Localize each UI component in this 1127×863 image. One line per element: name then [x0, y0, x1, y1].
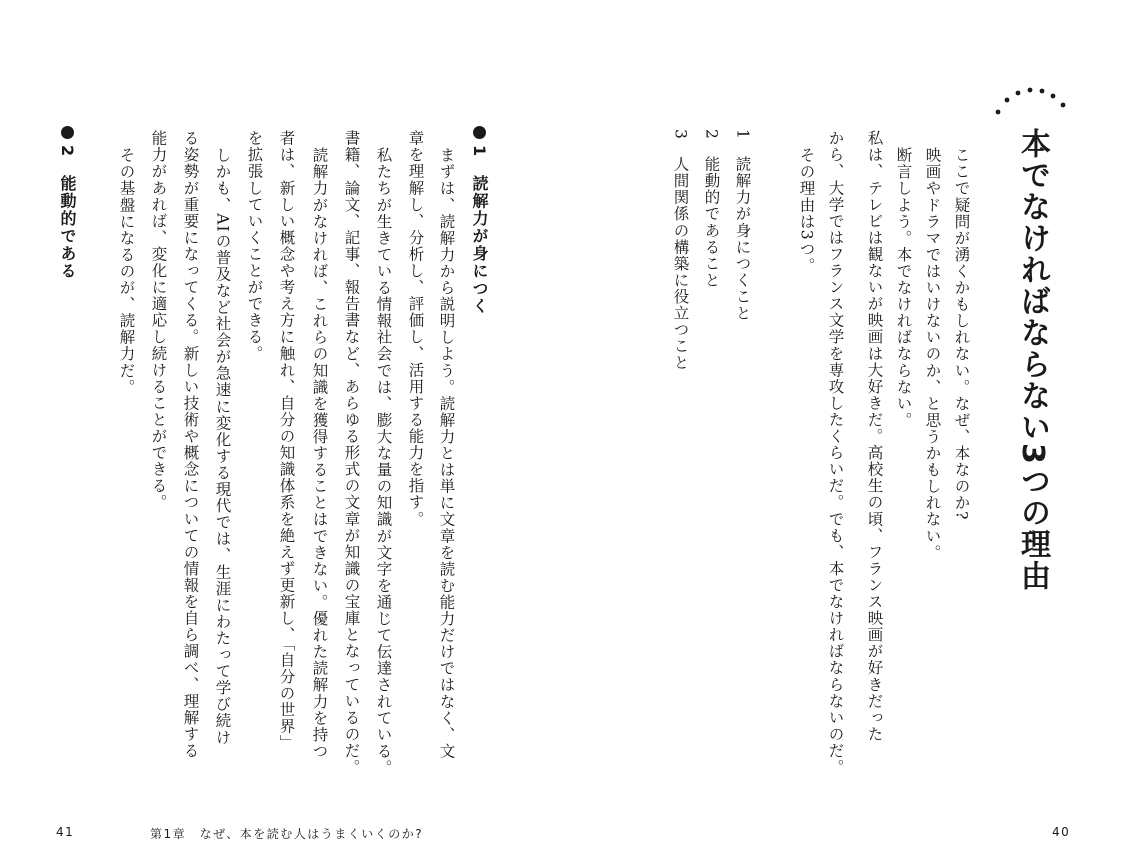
reason-list-item	[703, 129, 719, 288]
section-heading-2: 2 能動的である	[56, 126, 79, 280]
section1-line-1: まずは、読解力から説明しよう。読解力とは単に文章を読む能力だけではなく、文	[437, 147, 456, 760]
reason-number: 1	[733, 129, 752, 140]
reason-number: 2	[702, 129, 721, 140]
section1-line-8: しかも、AIの普及など社会が急速に変化する現代では、生涯にわたって学び続け	[213, 147, 232, 746]
page-title: 本でなければならない3つの理由	[1015, 128, 1050, 592]
section1-line-2: 章を理解し、分析し、評価し、活用する能力を指す。	[406, 130, 425, 528]
intro-line-6: その理由は3つ。	[797, 147, 816, 274]
left-page-number: 41	[56, 825, 75, 839]
reason-list-item	[734, 129, 750, 321]
bullet-dot-icon	[61, 126, 74, 139]
bullet-dot-icon	[473, 126, 486, 139]
running-header-chapter: 第1章 なぜ、本を読む人はうまくいくのか?	[150, 827, 424, 841]
section1-line-6: 者は、新しい概念や考え方に触れ、自分の知識体系を絶えず更新し、「自分の世界」	[277, 130, 296, 752]
section1-line-3: 私たちが生きている情報社会では、膨大な量の知識が文字を通じて伝達されている。	[374, 147, 393, 776]
dotted-arc-ornament	[992, 80, 1072, 120]
intro-line-4: 私は、テレビは観ないが映画は大好きだ。高校生の頃、フランス映画が好きだった	[865, 130, 884, 743]
section1-line-5: 読解力がなければ、これらの知識を獲得することはできない。優れた読解力を持つ	[310, 147, 329, 760]
reason-text: 人間関係の構築に役立つこと	[671, 155, 690, 372]
intro-line-2: 映画やドラマではいけないのか、と思うかもしれない。	[923, 147, 942, 561]
intro-line-5: から、大学ではフランス文学を専攻したくらいだ。でも、本でなければならないのだ。	[826, 130, 845, 776]
section1-line-4: 書籍、論文、記事、報告書など、あらゆる形式の文章が知識の宝庫となっているのだ。	[342, 130, 361, 776]
reason-text: 読解力が身につくこと	[733, 155, 752, 322]
reason-list-item	[672, 129, 688, 371]
reason-text: 能動的であること	[702, 155, 721, 289]
section1-line-7: を拡張していくことができる。	[245, 130, 264, 362]
reason-number: 3	[671, 129, 690, 140]
section1-line-9: る姿勢が重要になってくる。新しい技術や概念についての情報を自ら調べ、理解する	[181, 130, 200, 759]
right-page-number: 40	[1052, 825, 1071, 839]
intro-line-1: ここで疑問が湧くかもしれない。なぜ、本なのか?	[952, 147, 971, 521]
section1-line-11: その基盤になるのが、読解力だ。	[117, 147, 136, 396]
section-heading-1: 1 読解力が身につく	[468, 126, 491, 315]
intro-line-3: 断言しよう。本でなければならない。	[894, 147, 913, 429]
section1-line-10: 能力があれば、変化に適応し続けることができる。	[149, 130, 168, 511]
